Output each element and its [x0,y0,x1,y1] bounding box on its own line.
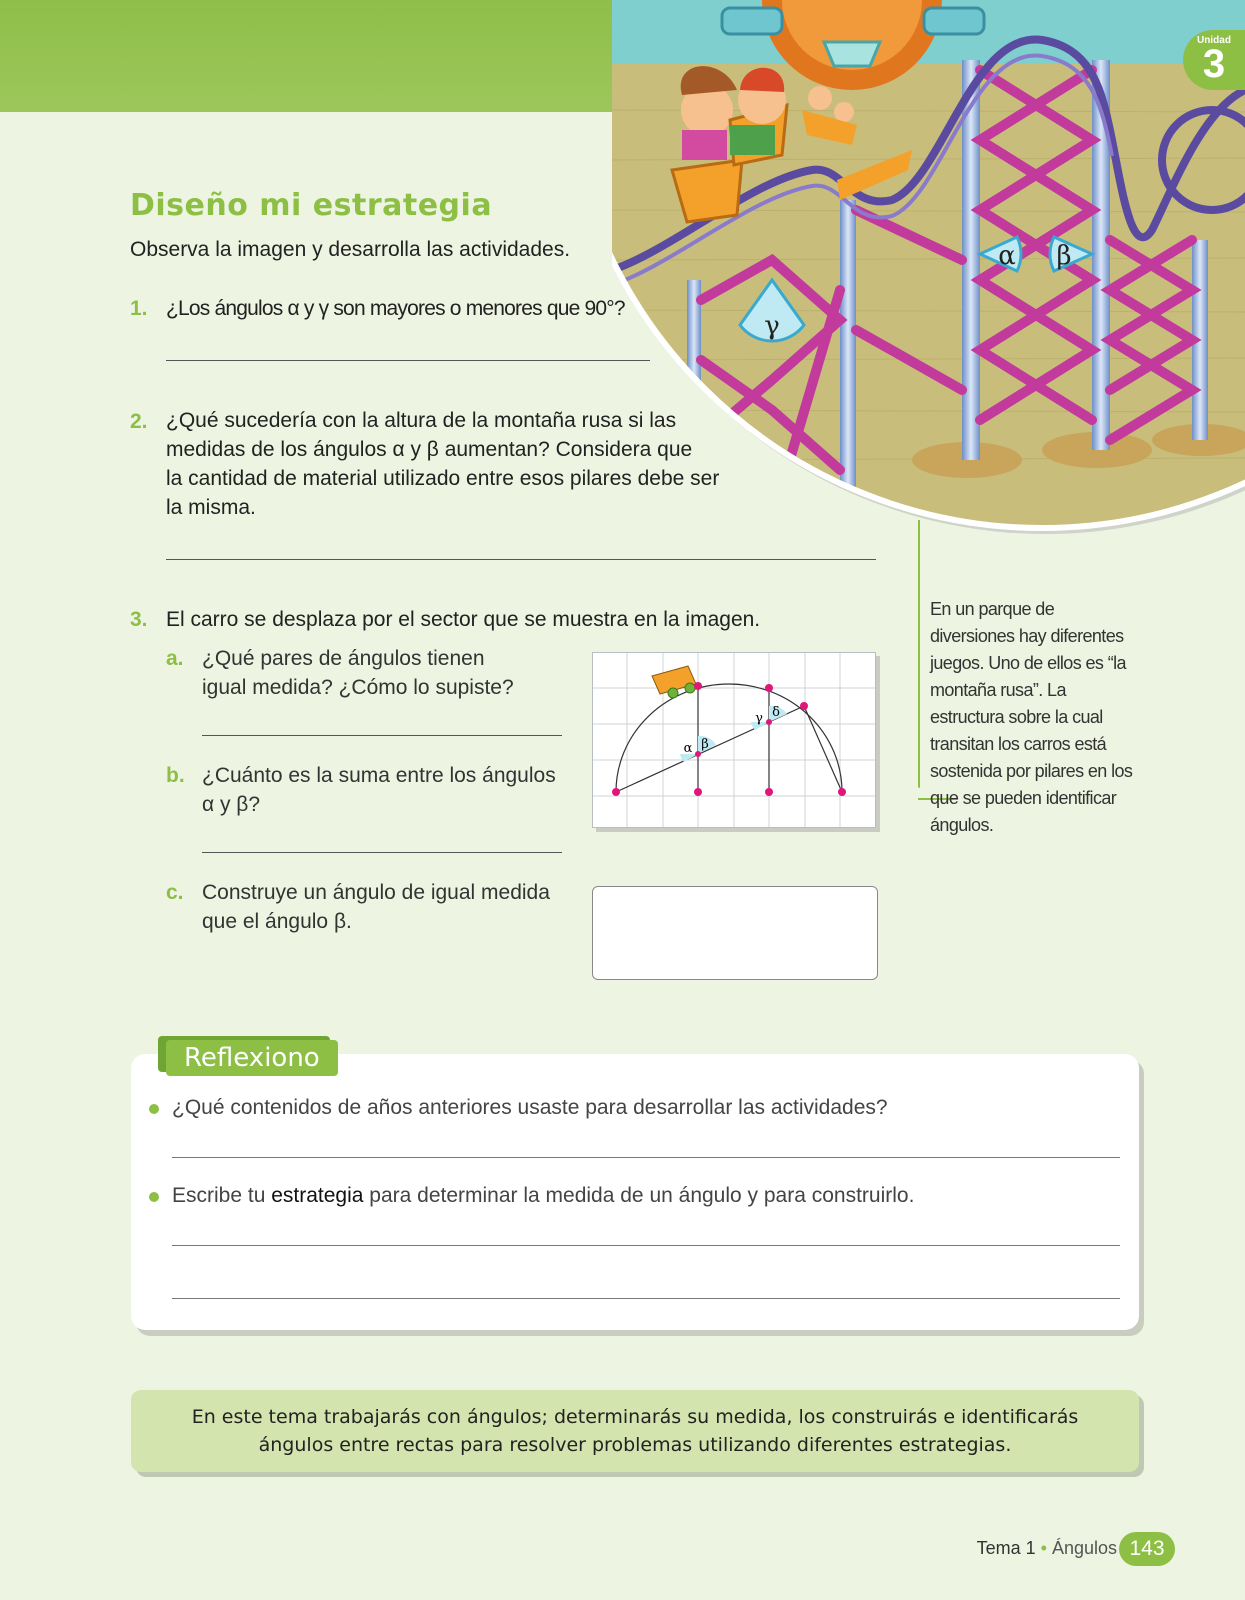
diagram-gamma-label: γ [755,711,763,726]
sub-c-letter: c. [166,881,184,904]
side-note: En un parque de diversiones hay diferentes juegos. Uno de ellos es “la montaña rusa”. La estructura sobre la cual transitan los carros está sostenida por pilares en los que se pueden identificar ángulos. [930,599,1133,835]
topic-summary: En este tema trabajarás con ángulos; determinarás su medida, los construirás e identificarás ángulos entre rectas para resolver problemas utilizando diferentes estrategias. [131,1390,1139,1472]
reflection-answer-line-1[interactable] [172,1157,1120,1158]
answer-line-3b[interactable] [202,852,562,853]
diagram-delta-label: δ [772,705,780,720]
answer-line-3a[interactable] [202,735,562,736]
reflection-answer-line-3[interactable] [172,1298,1120,1299]
footer-topic: Tema 1 • Ángulos [976,1538,1117,1558]
reflection-answer-line-2[interactable] [172,1245,1120,1246]
reflection-item-2: Escribe tu estrategia para determinar la medida de un ángulo y para construirlo. [172,1184,915,1207]
side-note-line [918,520,920,788]
illus-beta-label: β [1056,241,1072,271]
illus-gamma-label: γ [764,311,780,341]
diagram-beta-label: β [701,737,709,752]
question-1-number: 1. [130,297,148,320]
reflection-item-1: ¿Qué contenidos de años anteriores usaste para desarrollar las actividades? [172,1096,888,1119]
bullet [149,1104,159,1114]
bullet [149,1192,159,1202]
sub-b-text: ¿Cuánto es la suma entre los ángulos α y β? [202,764,556,816]
strategy-keyword: estrategia [271,1184,364,1207]
diagram-cart-icon [652,666,696,698]
section-title: Diseño mi estrategia [130,188,493,223]
reflection-title: Reflexiono [166,1040,338,1076]
intro-text: Observa la imagen y desarrolla las actividades. [130,238,571,261]
unit-label: Unidad [1197,35,1231,46]
question-3-number: 3. [130,608,148,631]
answer-line-2[interactable] [166,559,876,560]
track-sector-diagram [592,652,876,828]
illus-alpha-label: α [998,241,1016,271]
sub-b-letter: b. [166,764,185,787]
question-2-number: 2. [130,410,148,433]
diagram-alpha-label: α [683,741,693,756]
question-2-text: ¿Qué sucedería con la altura de la montaña rusa si las medidas de los ángulos α y β aumentan? Considera que la cantidad de material utilizado entre esos pilares debe ser la misma. [166,409,720,519]
sub-a-letter: a. [166,647,184,670]
sub-a-text: ¿Qué pares de ángulos tienen igual medida? ¿Cómo lo supiste? [202,647,514,699]
unit-badge [1183,30,1245,90]
unit-number: 3 [1202,42,1226,86]
question-1-text: ¿Los ángulos α y γ son mayores o menores que 90°? [166,297,625,320]
answer-line-1[interactable] [166,360,650,361]
question-3-text: El carro se desplaza por el sector que se muestra en la imagen. [166,608,761,631]
sub-c-text: Construye un ángulo de igual medida que el ángulo β. [202,881,550,933]
construction-box[interactable] [592,886,878,980]
page-number: 143 [1119,1532,1175,1566]
